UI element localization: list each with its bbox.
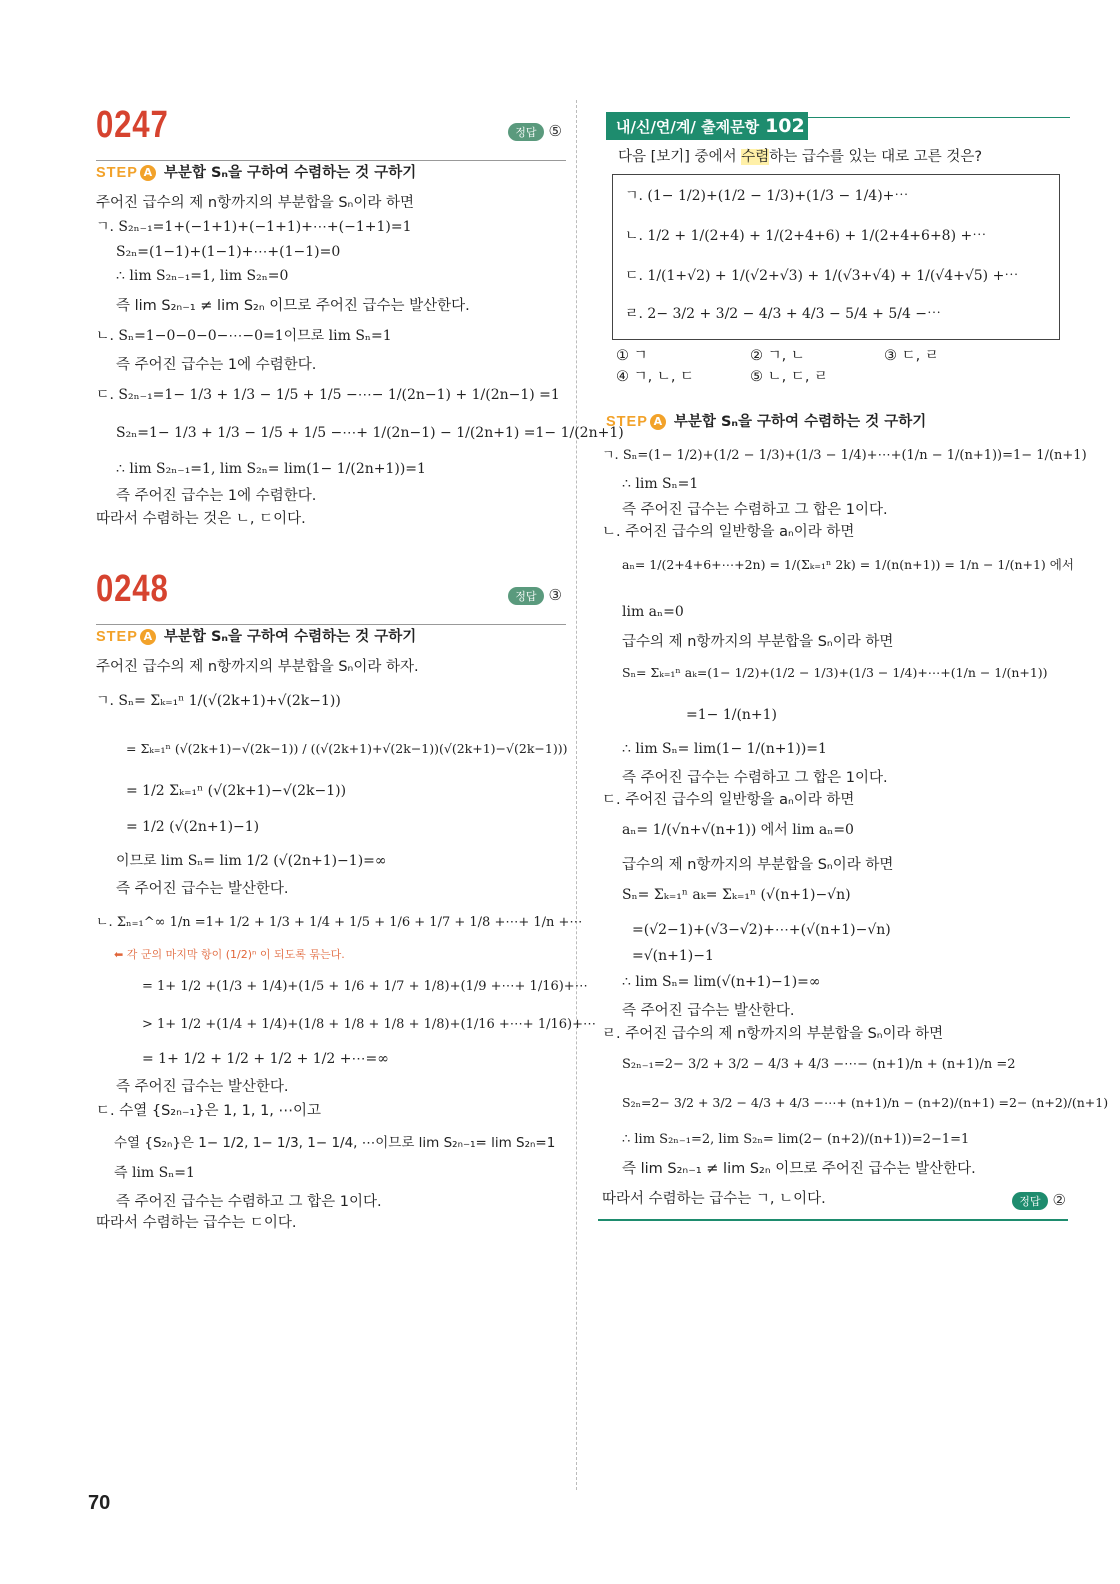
solution-line: ㄴ. Sₙ=1−0−0−0−⋯−0=1이므로 lim Sₙ=1 [96, 328, 392, 344]
step-heading [96, 164, 416, 182]
solution-line: > 1+ 1/2 +(1/4 + 1/4)+(1/8 + 1/8 + 1/8 + 1/8)+(1/16 +⋯+ 1/16)+⋯ [142, 1017, 596, 1032]
solution-line: ㄱ. Sₙ= Σₖ₌₁ⁿ 1/(√(2k+1)+√(2k−1)) [96, 693, 341, 709]
step-tag: STEP [96, 165, 138, 181]
answer-value: ③ [548, 586, 562, 604]
solution-line: 주어진 급수의 제 n항까지의 부분합을 Sₙ이라 하면 [96, 195, 414, 211]
solution-line: = 1+ 1/2 + 1/2 + 1/2 + 1/2 +⋯=∞ [142, 1051, 389, 1067]
solution-conclusion: 따라서 수렴하는 급수는 ㄱ, ㄴ이다. [602, 1191, 826, 1207]
example-box [612, 174, 1060, 340]
box-item: ㄹ. 2− 3/2 + 3/2 − 4/3 + 4/3 − 5/4 + 5/4 −⋯ [625, 306, 942, 322]
choice-5[interactable]: ⑤ ㄴ, ㄷ, ㄹ [750, 369, 829, 385]
solution-line: ∴ lim Sₙ= lim(√(n+1)−1)=∞ [622, 974, 821, 990]
solution-line: ∴ lim S₂ₙ₋₁=2, lim S₂ₙ= lim(2− (n+2)/(n+1))=2−1=1 [622, 1132, 970, 1147]
solution-line: S₂ₙ=(1−1)+(1−1)+⋯+(1−1)=0 [116, 244, 341, 260]
step-title: 부분합 Sₙ을 구하여 수렴하는 것 구하기 [673, 414, 927, 430]
step-tag: STEP [606, 414, 648, 430]
solution-line: 즉 주어진 급수는 수렴하고 그 합은 1이다. [622, 502, 888, 518]
banner-number: 102 [765, 115, 805, 137]
solution-line: =(√2−1)+(√3−√2)+⋯+(√(n+1)−√n) [632, 922, 891, 938]
solution-line: 즉 lim Sₙ=1 [114, 1165, 195, 1181]
solution-line: Sₙ= Σₖ₌₁ⁿ aₖ= Σₖ₌₁ⁿ (√(n+1)−√n) [622, 887, 851, 903]
answer-badge: 정답 [508, 587, 543, 605]
solution-line: ∴ lim S₂ₙ₋₁=1, lim S₂ₙ=0 [116, 268, 289, 284]
solution-line: = Σₖ₌₁ⁿ (√(2k+1)−√(2k−1)) / ((√(2k+1)+√(2k−1))(√(2k+1)−√(2k−1))) [126, 741, 568, 756]
problem-header-0247 [96, 104, 566, 161]
solution-line: S₂ₙ=1− 1/3 + 1/3 − 1/5 + 1/5 −⋯+ 1/(2n−1) − 1/(2n+1) =1− 1/(2n+1) [116, 425, 624, 441]
section-end-rule [598, 1219, 1068, 1221]
solution-line: 즉 주어진 급수는 1에 수렴한다. [116, 488, 317, 504]
solution-line: 즉 주어진 급수는 발산한다. [116, 881, 289, 897]
solution-line: ∴ lim Sₙ= lim(1− 1/(n+1))=1 [622, 741, 827, 757]
answer-value: ⑤ [548, 122, 562, 140]
answer-indicator [508, 586, 562, 605]
question-text: 다음 [보기] 중에서 수렴하는 급수를 있는 대로 고른 것은? [618, 149, 983, 165]
related-problem-banner [606, 112, 808, 140]
solution-line: 즉 lim S₂ₙ₋₁ ≠ lim S₂ₙ 이므로 주어진 급수는 발산한다. [116, 298, 470, 314]
solution-line: S₂ₙ=2− 3/2 + 3/2 − 4/3 + 4/3 −⋯+ (n+1)/n − (n+2)/(n+1) =2− (n+2)/(n+1) [622, 1095, 1109, 1110]
step-letter-icon: A [650, 414, 666, 430]
answer-indicator [508, 122, 562, 141]
solution-line: ㄷ. S₂ₙ₋₁=1− 1/3 + 1/3 − 1/5 + 1/5 −⋯− 1/(2n−1) + 1/(2n−1) =1 [96, 387, 560, 403]
choice-3[interactable]: ③ ㄷ, ㄹ [884, 348, 939, 364]
problem-header-0248 [96, 568, 566, 625]
column-divider [576, 100, 577, 1490]
solution-line: ㄷ. 수열 {S₂ₙ₋₁}은 1, 1, 1, ⋯이고 [96, 1103, 322, 1119]
highlighted-word: 수렴 [741, 149, 770, 165]
step-title: 부분합 Sₙ을 구하여 수렴하는 것 구하기 [163, 165, 417, 181]
solution-line: ㄴ. Σₙ₌₁^∞ 1/n =1+ 1/2 + 1/3 + 1/4 + 1/5 + 1/6 + 1/7 + 1/8 +⋯+ 1/n +⋯ [96, 915, 583, 930]
solution-line: ㄹ. 주어진 급수의 제 n항까지의 부분합을 Sₙ이라 하면 [602, 1026, 944, 1042]
page-number: 70 [88, 1492, 111, 1514]
solution-line: ㄱ. Sₙ=(1− 1/2)+(1/2 − 1/3)+(1/3 − 1/4)+⋯+(1/n − 1/(n+1))=1− 1/(n+1) [602, 448, 1087, 463]
answer-value: ② [1052, 1191, 1066, 1209]
solution-line: 수열 {S₂ₙ}은 1− 1/2, 1− 1/3, 1− 1/4, ⋯이므로 lim S₂ₙ₋₁= lim S₂ₙ=1 [114, 1135, 556, 1151]
solution-line: lim aₙ=0 [622, 604, 684, 620]
step-title: 부분합 Sₙ을 구하여 수렴하는 것 구하기 [163, 629, 417, 645]
solution-line: 즉 주어진 급수는 수렴하고 그 합은 1이다. [116, 1194, 382, 1210]
step-letter-icon: A [140, 629, 156, 645]
banner-label: 내/신/연/계/ 출제문항 [616, 118, 760, 136]
choice-4[interactable]: ④ ㄱ, ㄴ, ㄷ [616, 369, 695, 385]
box-item: ㄱ. (1− 1/2)+(1/2 − 1/3)+(1/3 − 1/4)+⋯ [625, 188, 909, 204]
solution-line: = 1/2 (√(2n+1)−1) [126, 819, 260, 835]
solution-line: ㄷ. 주어진 급수의 일반항을 aₙ이라 하면 [602, 792, 855, 808]
solution-line: 즉 lim S₂ₙ₋₁ ≠ lim S₂ₙ 이므로 주어진 급수는 발산한다. [622, 1161, 976, 1177]
solution-line: ㄴ. 주어진 급수의 일반항을 aₙ이라 하면 [602, 524, 855, 540]
solution-line: 이므로 lim Sₙ= lim 1/2 (√(2n+1)−1)=∞ [116, 853, 387, 869]
step-tag: STEP [96, 629, 138, 645]
problem-number: 0247 [96, 104, 169, 146]
step-heading [96, 628, 416, 646]
banner-rule [808, 117, 1070, 118]
solution-line: Sₙ= Σₖ₌₁ⁿ aₖ=(1− 1/2)+(1/2 − 1/3)+(1/3 − 1/4)+⋯+(1/n − 1/(n+1)) [622, 665, 1048, 680]
solution-line: ∴ lim Sₙ=1 [622, 476, 699, 492]
solution-line: 주어진 급수의 제 n항까지의 부분합을 Sₙ이라 하자. [96, 659, 419, 675]
box-item: ㄴ. 1/2 + 1/(2+4) + 1/(2+4+6) + 1/(2+4+6+8) +⋯ [625, 228, 987, 244]
choice-2[interactable]: ② ㄱ, ㄴ [750, 348, 805, 364]
solution-conclusion: 따라서 수렴하는 것은 ㄴ, ㄷ이다. [96, 511, 306, 527]
grouping-note: ⬅ 각 군의 마지막 항이 (1/2)ⁿ 이 되도록 묶는다. [114, 948, 345, 961]
solution-line: = 1+ 1/2 +(1/3 + 1/4)+(1/5 + 1/6 + 1/7 + 1/8)+(1/9 +⋯+ 1/16)+⋯ [142, 979, 588, 994]
problem-number: 0248 [96, 568, 169, 610]
solution-line: 즉 주어진 급수는 수렴하고 그 합은 1이다. [622, 770, 888, 786]
solution-line: =√(n+1)−1 [632, 948, 714, 964]
answer-indicator [1012, 1191, 1066, 1210]
solution-line: ∴ lim S₂ₙ₋₁=1, lim S₂ₙ= lim(1− 1/(2n+1))=1 [116, 461, 426, 477]
solution-line: 급수의 제 n항까지의 부분합을 Sₙ이라 하면 [622, 634, 894, 650]
solution-line: ㄱ. S₂ₙ₋₁=1+(−1+1)+(−1+1)+⋯+(−1+1)=1 [96, 219, 412, 235]
box-item: ㄷ. 1/(1+√2) + 1/(√2+√3) + 1/(√3+√4) + 1/(√4+√5) +⋯ [625, 268, 1019, 284]
solution-line: 즉 주어진 급수는 발산한다. [116, 1079, 289, 1095]
solution-line: 즉 주어진 급수는 1에 수렴한다. [116, 357, 317, 373]
solution-line: S₂ₙ₋₁=2− 3/2 + 3/2 − 4/3 + 4/3 −⋯− (n+1)/n + (n+1)/n =2 [622, 1057, 1016, 1072]
solution-line: aₙ= 1/(√n+√(n+1)) 에서 lim aₙ=0 [622, 822, 854, 838]
answer-badge: 정답 [1012, 1192, 1047, 1210]
solution-line: =1− 1/(n+1) [686, 707, 778, 723]
choice-1[interactable]: ① ㄱ [616, 348, 648, 364]
solution-conclusion: 따라서 수렴하는 급수는 ㄷ이다. [96, 1215, 297, 1231]
solution-line: aₙ= 1/(2+4+6+⋯+2n) = 1/(Σₖ₌₁ⁿ 2k) = 1/(n(n+1)) = 1/n − 1/(n+1) 에서 [622, 557, 1074, 572]
answer-badge: 정답 [508, 123, 543, 141]
solution-line: 즉 주어진 급수는 발산한다. [622, 1003, 795, 1019]
step-heading [606, 413, 926, 431]
step-letter-icon: A [140, 165, 156, 181]
solution-line: 급수의 제 n항까지의 부분합을 Sₙ이라 하면 [622, 857, 894, 873]
solution-line: = 1/2 Σₖ₌₁ⁿ (√(2k+1)−√(2k−1)) [126, 783, 347, 799]
